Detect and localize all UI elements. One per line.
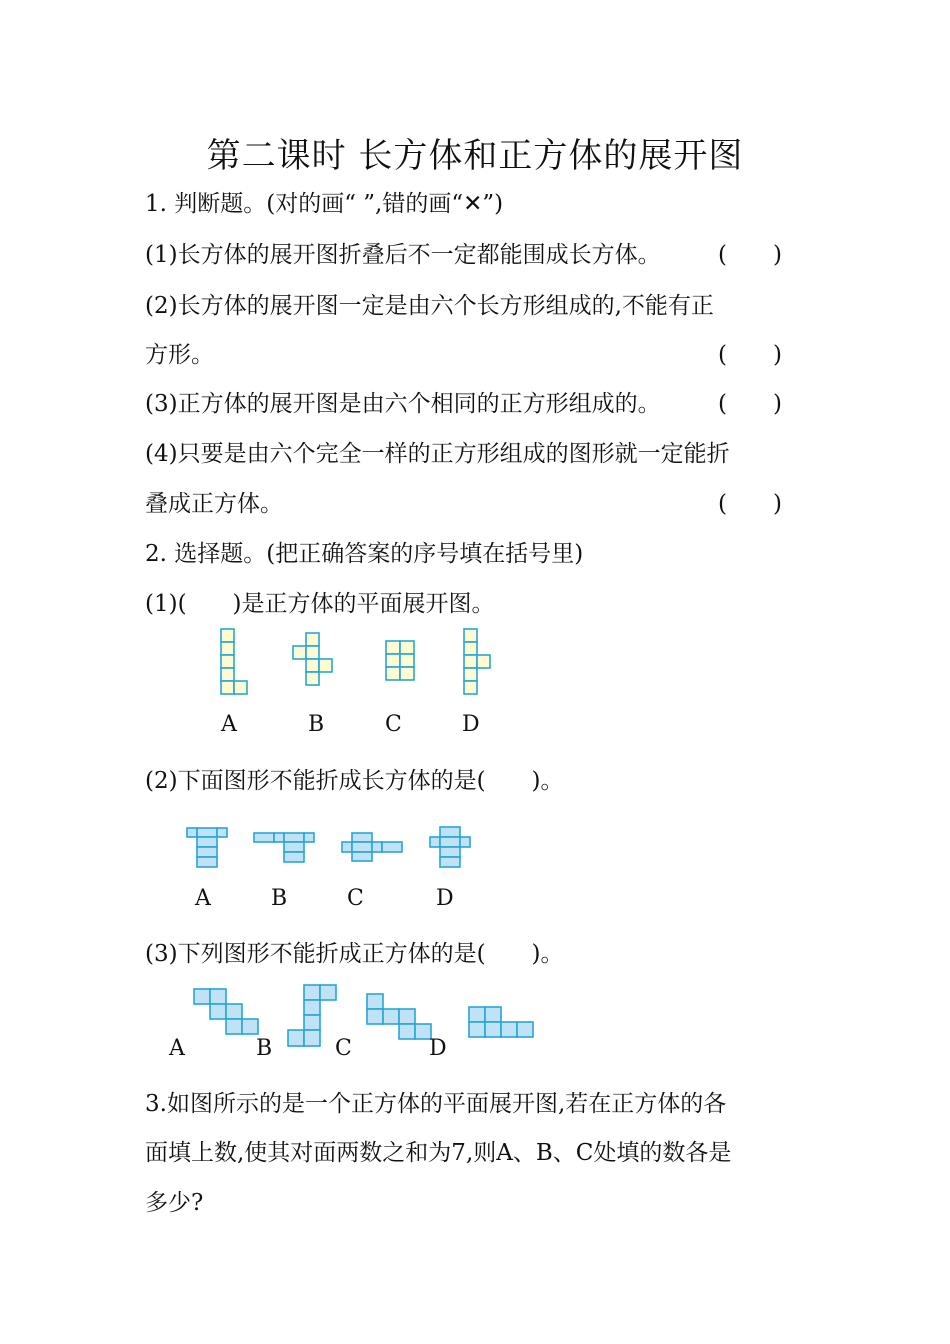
q1-item-1: (1)长方体的展开图折叠后不一定都能围成长方体。 <box>145 242 661 268</box>
net-q2-2-b <box>253 832 317 866</box>
net-q2-3-b <box>287 984 339 1050</box>
q1-item-4-line2: 叠成正方体。 <box>145 491 283 517</box>
q2-sub2-label-c: C <box>347 886 364 911</box>
q2-sub3-label-a: A <box>169 1036 185 1061</box>
q1-item-3-answer-paren[interactable]: ( ) <box>718 391 782 417</box>
net-q2-1-a <box>220 628 250 696</box>
q3-line2: 面填上数,使其对面两数之和为7,则A、B、C处填的数各是 <box>145 1140 732 1166</box>
q2-sub3-text: (3)下列图形不能折成正方体的是( )。 <box>145 941 564 967</box>
net-q2-2-a <box>186 827 230 871</box>
q2-sub2-label-d: D <box>436 886 454 911</box>
q3-line1: 3.如图所示的是一个正方体的平面展开图,若在正方体的各 <box>145 1091 727 1117</box>
q1-item-3: (3)正方体的展开图是由六个相同的正方形组成的。 <box>145 391 661 417</box>
page-title: 第二课时 长方体和正方体的展开图 <box>206 136 744 176</box>
q1-item-2-line1: (2)长方体的展开图一定是由六个长方形组成的,不能有正 <box>145 293 714 319</box>
net-q2-2-c <box>341 832 405 864</box>
q1-item-4-answer-paren[interactable]: ( ) <box>718 491 782 517</box>
q2-sub1-label-c: C <box>385 712 402 737</box>
q2-sub2-label-a: A <box>195 886 211 911</box>
q2-sub1-label-b: B <box>308 712 325 737</box>
q2-sub1-label-d: D <box>462 712 480 737</box>
q1-item-1-answer-paren[interactable]: ( ) <box>718 242 782 268</box>
q3-line3: 多少? <box>145 1190 204 1216</box>
net-q2-3-c <box>366 993 432 1041</box>
q2-heading: 2. 选择题。(把正确答案的序号填在括号里) <box>145 541 584 567</box>
net-q2-2-d <box>429 826 473 870</box>
net-q2-1-b <box>292 632 336 690</box>
q2-sub2-text: (2)下面图形不能折成长方体的是( )。 <box>145 768 564 794</box>
net-q2-3-a <box>193 988 259 1038</box>
q1-heading: 1. 判断题。(对的画“ ”,错的画“✕”) <box>145 191 504 217</box>
q1-item-2-line2: 方形。 <box>145 342 214 368</box>
q2-sub3-label-b: B <box>256 1036 273 1061</box>
net-q2-1-c <box>385 640 417 684</box>
q1-item-2-answer-paren[interactable]: ( ) <box>718 342 782 368</box>
net-q2-1-d <box>463 628 495 696</box>
q2-sub3-label-d: D <box>429 1036 447 1061</box>
net-q2-3-d <box>468 1006 534 1040</box>
q2-sub1-text: (1)( )是正方体的平面展开图。 <box>145 591 495 617</box>
q2-sub2-label-b: B <box>271 886 288 911</box>
q2-sub1-label-a: A <box>221 712 237 737</box>
q1-item-4-line1: (4)只要是由六个完全一样的正方形组成的图形就一定能折 <box>145 441 730 467</box>
q2-sub3-label-c: C <box>335 1036 352 1061</box>
